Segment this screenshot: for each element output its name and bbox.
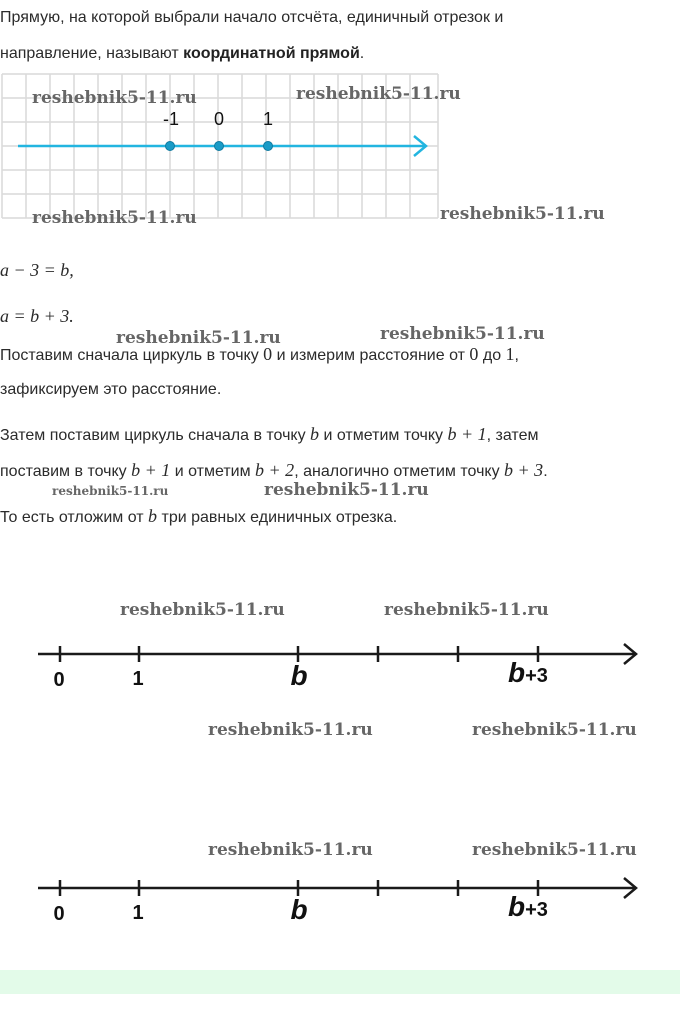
watermark: reshebnik5-11.ru <box>440 204 605 224</box>
steps-1e: , затем <box>486 427 539 444</box>
steps-line-2 <box>0 460 548 482</box>
watermark: reshebnik5-11.ru <box>32 88 197 108</box>
steps-line-3 <box>0 506 397 528</box>
steps-line-1 <box>0 424 538 446</box>
intro-line-2 <box>0 44 364 64</box>
equation-2 <box>0 306 74 328</box>
steps-1c: и отметим точку <box>319 427 448 444</box>
equation-1-text: a − 3 = b, <box>0 260 74 280</box>
compass-text-b: и измерим расстояние от <box>272 347 470 364</box>
compass-text-c: до <box>478 347 506 364</box>
steps-3c: три равных единичных отрезка. <box>157 509 398 526</box>
equation-2-text: a = b + 3. <box>0 306 74 326</box>
label-zero: 0 <box>213 109 225 129</box>
compass-text-d: , <box>514 347 519 364</box>
steps-2e: , аналогично отметим точку <box>294 463 505 480</box>
watermark: reshebnik5-11.ru <box>296 84 461 104</box>
point-zero <box>215 142 224 151</box>
equation-1 <box>0 260 74 282</box>
watermark: reshebnik5-11.ru <box>208 840 373 860</box>
watermark: reshebnik5-11.ru <box>116 328 281 348</box>
compass-text-e: зафиксируем это расстояние. <box>0 381 222 398</box>
nl2-label-zero: 0 <box>53 903 65 925</box>
steps-2b: b + 1 <box>131 460 171 480</box>
intro-line-2-start: направление, называют <box>0 45 184 62</box>
steps-3a: То есть отложим от <box>0 509 149 526</box>
steps-2g: . <box>543 463 548 480</box>
watermark: reshebnik5-11.ru <box>208 720 373 740</box>
nl1-label-zero: 0 <box>53 669 65 691</box>
watermark: reshebnik5-11.ru <box>472 720 637 740</box>
nl1-label-b3-plus: +3 <box>525 665 548 687</box>
compass-text-a: Поставим сначала циркуль в точку <box>0 347 264 364</box>
steps-2c: и отметим <box>170 463 256 480</box>
point-minus-one <box>166 142 175 151</box>
label-minus-one: -1 <box>162 109 180 129</box>
watermark: reshebnik5-11.ru <box>52 484 169 498</box>
nl2-label-b: b <box>290 894 308 925</box>
bottom-highlight-bar <box>0 970 680 994</box>
term-coordinate-line: координатной прямой <box>183 45 360 62</box>
steps-1d: b + 1 <box>447 424 487 444</box>
watermark: reshebnik5-11.ru <box>120 600 285 620</box>
compass-zero-2: 0 <box>469 344 479 364</box>
intro-line-2-end: . <box>359 45 365 62</box>
steps-2d: b + 2 <box>255 460 295 480</box>
nl1-label-b3-letter: b <box>508 657 526 688</box>
compass-zero: 0 <box>263 344 273 364</box>
watermark: reshebnik5-11.ru <box>380 324 545 344</box>
watermark: reshebnik5-11.ru <box>384 600 549 620</box>
watermark: reshebnik5-11.ru <box>264 480 429 500</box>
label-one: 1 <box>262 109 274 129</box>
nl2-label-one: 1 <box>132 902 144 924</box>
steps-2f: b + 3 <box>504 460 544 480</box>
intro-line-1-text: Прямую, на которой выбрали начало отсчёта, единичный отрезок и <box>0 9 504 26</box>
point-one <box>264 142 273 151</box>
number-line-figure-2 <box>30 870 650 940</box>
watermark: reshebnik5-11.ru <box>32 208 197 228</box>
steps-3b: b <box>148 506 158 526</box>
steps-1b: b <box>310 424 320 444</box>
nl2-label-b3 <box>508 891 548 922</box>
nl1-label-one: 1 <box>132 668 144 690</box>
nl2-label-b3-plus: +3 <box>525 899 548 921</box>
watermark: reshebnik5-11.ru <box>472 840 637 860</box>
steps-1a: Затем поставим циркуль сначала в точку <box>0 427 311 444</box>
number-line-figure-1 <box>30 636 650 706</box>
compass-line-2 <box>0 380 221 400</box>
intro-line-1 <box>0 8 503 28</box>
nl2-label-b3-letter: b <box>508 891 526 922</box>
nl1-label-b3 <box>508 657 548 688</box>
compass-one: 1 <box>505 344 515 364</box>
nl1-label-b: b <box>290 660 308 691</box>
steps-2a: поставим в точку <box>0 463 132 480</box>
